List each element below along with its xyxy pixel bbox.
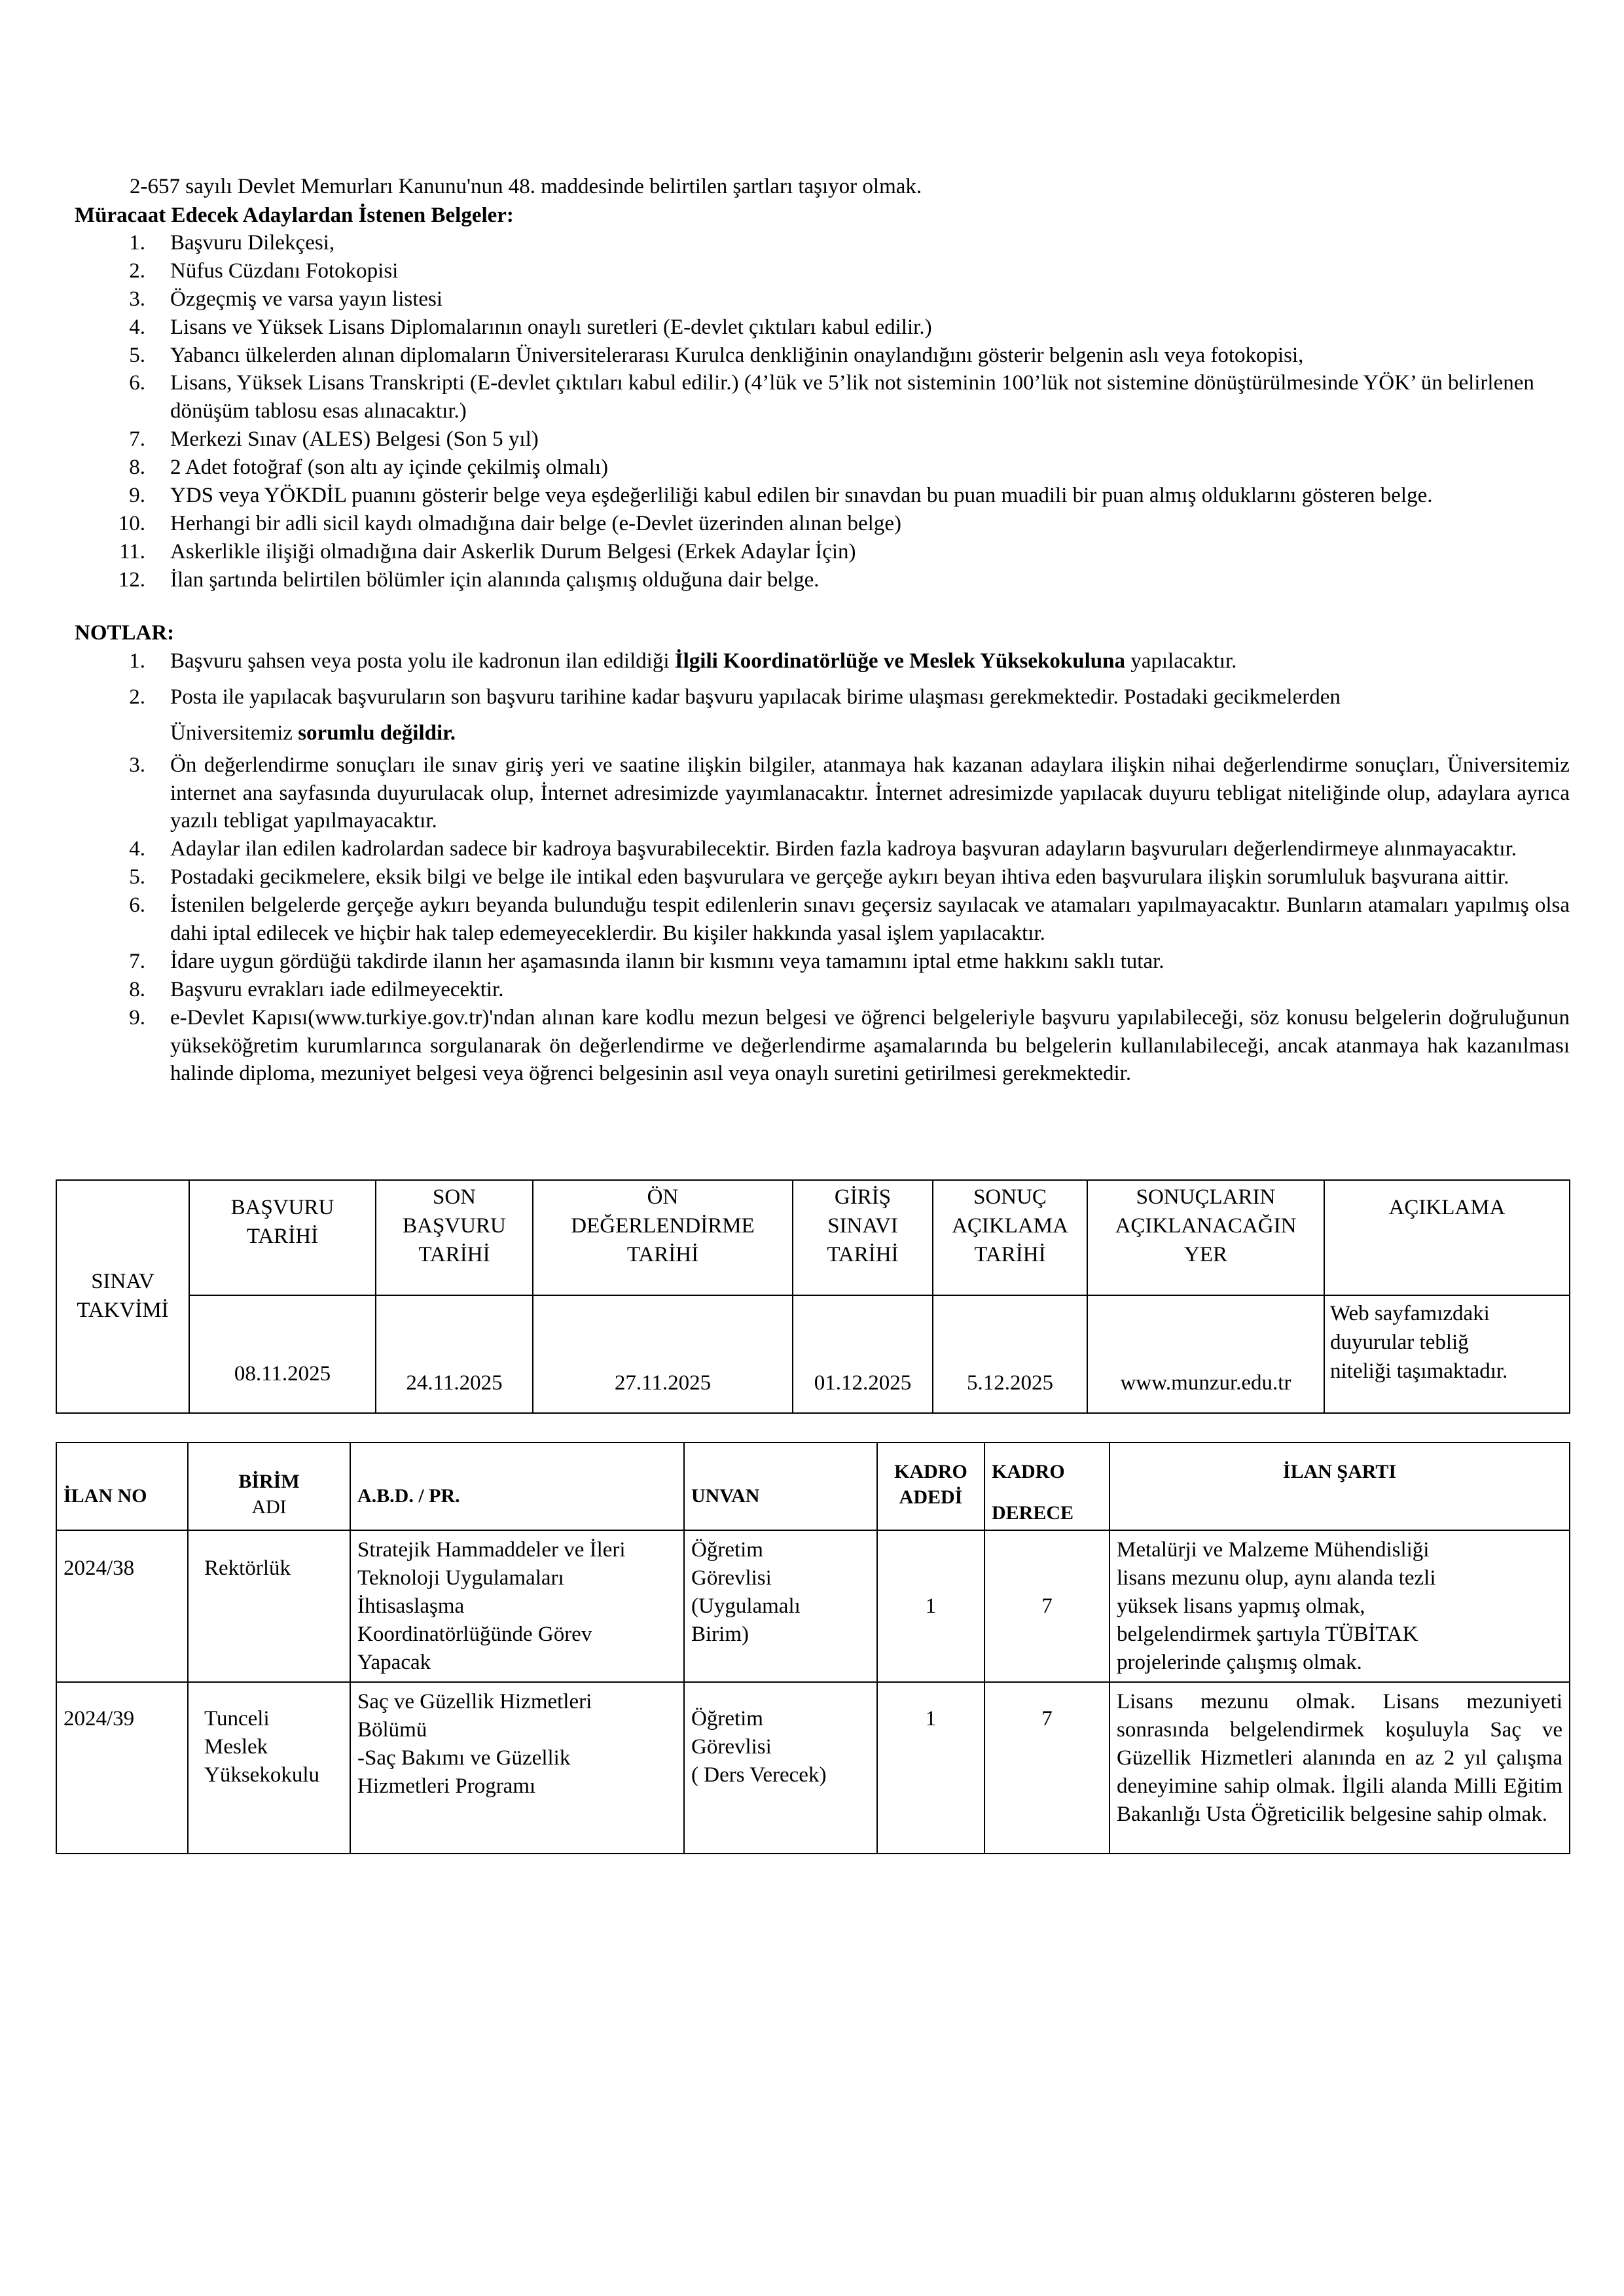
notes-heading: NOTLAR: [75, 621, 175, 645]
note-item: 5. Postadaki gecikmelere, eksik bilgi ve belge ile intikal eden başvurulara ve gerçeğe aykırı beyan ihtiva eden başvurulara ilişkin sorumluluk başvurana aittir. [129, 865, 1509, 889]
sonuc-aciklama-tarihi-value: 5.12.2025 [933, 1295, 1087, 1413]
header-ilan-sarti: İLAN ŞARTI [1110, 1443, 1570, 1530]
list-item: 4. Lisans ve Yüksek Lisans Diplomalarının onaylı suretleri (E-devlet çıktıları kabul edilir.) [129, 315, 932, 339]
intro-line: 2-657 sayılı Devlet Memurları Kanunu'nun 48. maddesinde belirtilen şartları taşıyor olmak. [130, 175, 922, 198]
ilan-table [56, 1442, 1570, 1854]
giris-sinavi-tarihi-value: 01.12.2025 [793, 1295, 933, 1413]
header-aciklama: AÇIKLAMA [1324, 1180, 1570, 1295]
ilan-sarti-cell: Lisans mezunu olmak. Lisans mezuniyeti sonrasında belgelendirmek koşuluyla Saç ve Güzellik Hizmetleri alanında en az 2 yıl çalışma deneyimine sahip olmak. İlgili alanda Milli Eğitim Bakanlığı Usta Öğreticilik belgesine sahip olmak. [1110, 1682, 1570, 1854]
unvan-cell: Öğretim Görevlisi ( Ders Verecek) [684, 1682, 877, 1854]
list-item: 1. Başvuru Dilekçesi, [129, 231, 335, 255]
list-item: 8. 2 Adet fotoğraf (son altı ay içinde çekilmiş olmalı) [129, 456, 608, 480]
header-birim-adi: BİRİM ADI [188, 1443, 350, 1530]
header-abd: A.B.D. / PR. [350, 1443, 684, 1530]
ilan-sarti-cell: Metalürji ve Malzeme Mühendisliği lisans mezunu olup, aynı alanda tezli yüksek lisans yapmış olmak, belgelendirmek şartıyla TÜBİTAK projelerinde çalışmış olmak. [1110, 1530, 1570, 1682]
kadro-derece-cell: 7 [984, 1530, 1110, 1682]
abd-cell: Saç ve Güzellik Hizmetleri Bölümü -Saç Bakımı ve Güzellik Hizmetleri Programı [350, 1682, 684, 1854]
requirements-heading: Müracaat Edecek Adaylardan İstenen Belgeler: [75, 204, 514, 227]
list-item: 9. YDS veya YÖKDİL puanını gösterir belge veya eşdeğerliliği kabul edilen bir sınavdan bu puan muadili bir puan almış olduklarını gösteren belge. [129, 484, 1433, 508]
kadro-derece-cell: 7 [984, 1682, 1110, 1854]
note-item: 1. Başvuru şahsen veya posta yolu ile kadronun ilan edildiği İlgili Koordinatörlüğe ve Meslek Yüksekokuluna yapılacaktır. [129, 649, 1237, 673]
birim-cell: Rektörlük [188, 1530, 350, 1682]
note-item: 8. Başvuru evrakları iade edilmeyecektir. [129, 977, 504, 1001]
list-item: 2. Nüfus Cüzdanı Fotokopisi [129, 259, 399, 283]
header-kadro-adedi: KADRO ADEDİ [877, 1443, 984, 1530]
header-son-basvuru-tarihi: SON BAŞVURU TARİHİ [376, 1180, 533, 1295]
requirements-list [97, 229, 1570, 594]
ilan-no-cell: 2024/38 [56, 1530, 188, 1682]
kadro-adedi-cell: 1 [877, 1682, 984, 1854]
unvan-cell: Öğretim Görevlisi (Uygulamalı Birim) [684, 1530, 877, 1682]
exam-schedule-table [56, 1179, 1570, 1414]
note-item: 9. e-Devlet Kapısı(www.turkiye.gov.tr)'ndan alınan kare kodlu mezun belgesi ve öğrenci belgeleriyle başvuru yapılabileceği, söz konusu belgelerin doğruluğunun yükseköğretim kurumlarınca sorgulanarak ön değerlendirme ve değerlendirme aşamalarında bu belgelerin kullanılabileceği, ancak atanmaya hak kazanılması halinde diploma, mezuniyet belgesi veya öğrenci belgesinin asıl veya onaylı suretini getirilmesi gerekmektedir. [129, 1005, 1570, 1086]
header-kadro-derece: KADRO DERECE [984, 1443, 1110, 1530]
notes-list [97, 647, 1570, 1088]
header-sonuc-aciklama-tarihi: SONUÇ AÇIKLAMA TARİHİ [933, 1180, 1087, 1295]
aciklama-value: Web sayfamızdaki duyurular tebliğ niteliği taşımaktadır. [1324, 1295, 1570, 1413]
table-header-row [56, 1443, 1570, 1530]
note-item: 2. Posta ile yapılacak başvuruların son başvuru tarihine kadar başvuru yapılacak birime ulaşması gerekmektedir. Postadaki gecikmelerden Üniversitemiz sorumlu değildir. [129, 685, 1341, 745]
list-item: 7. Merkezi Sınav (ALES) Belgesi (Son 5 yıl) [129, 427, 539, 452]
header-unvan: UNVAN [684, 1443, 877, 1530]
header-on-degerlendirme-tarihi: ÖN DEĞERLENDİRME TARİHİ [533, 1180, 793, 1295]
kadro-adedi-cell: 1 [877, 1530, 984, 1682]
list-item: 5. Yabancı ülkelerden alınan diplomaların Üniversitelerarası Kurulca denkliğinin onaylandığını gösterir belgenin aslı veya fotokopisi, [129, 343, 1304, 367]
basvuru-tarihi-value: 08.11.2025 [189, 1295, 376, 1413]
table-row [56, 1682, 1570, 1854]
birim-cell: Tunceli Meslek Yüksekokulu [188, 1682, 350, 1854]
list-item: 12. İlan şartında belirtilen bölümler için alanında çalışmış olduğuna dair belge. [118, 567, 820, 592]
header-sonuclarin-aciklanacagi-yer: SONUÇLARIN AÇIKLANACAĞIN YER [1087, 1180, 1324, 1295]
list-item: 10. Herhangi bir adli sicil kaydı olmadığına dair belge (e-Devlet üzerinden alınan belge) [118, 511, 901, 535]
note-item: 6. İstenilen belgelerde gerçeğe aykırı beyanda bulunduğu tespit edilenlerin sınavı geçersiz sayılacak ve atamaları yapılmayacaktır. Bunların atamaları yapılmış olsa dahi iptal edilecek ve hiçbir hak talep edemeyeceklerdir. Bu kişiler hakkında yasal işlem yapılacaktır. [129, 893, 1570, 946]
on-degerlendirme-tarihi-value: 27.11.2025 [533, 1295, 793, 1413]
table-row [56, 1530, 1570, 1682]
list-item: 6. Lisans, Yüksek Lisans Transkripti (E-devlet çıktıları kabul edilir.) (4’lük ve 5’lik not sisteminin 100’lük not sistemine dönüştürülmesinde YÖK’ ün belirlenen dönüşüm tablosu esas alınacaktır.) [129, 371, 1534, 423]
son-basvuru-tarihi-value: 24.11.2025 [376, 1295, 533, 1413]
note-item: 3. Ön değerlendirme sonuçları ile sınav giriş yeri ve saatine ilişkin bilgiler, atanmaya hak kazanan adaylara ilişkin nihai değerlendirme sonuçları, Üniversitemiz internet ana sayfasında duyurulacak olup, İnternet adresimizde yayımlanacaktır. İnternet adresimizde yapılacak duyuru tebligat niteliğinde olup, adaylara ayrıca yazılı tebligat yapılmayacaktır. [129, 753, 1570, 833]
header-ilan-no: İLAN NO [56, 1443, 188, 1530]
abd-cell: Stratejik Hammaddeler ve İleri Teknoloji Uygulamaları İhtisaslaşma Koordinatörlüğünde Görev Yapacak [350, 1530, 684, 1682]
ilan-no-cell: 2024/39 [56, 1682, 188, 1854]
note-item: 7. İdare uygun gördüğü takdirde ilanın her aşamasında ilanın bir kısmını veya tamamını iptal etme hakkını saklı tutar. [129, 949, 1164, 973]
note-item: 4. Adaylar ilan edilen kadrolardan sadece bir kadroya başvurabilecektir. Birden fazla kadroya başvuran adayların başvuruları değerlendirmeye alınmayacaktır. [129, 837, 1517, 861]
list-item: 3. Özgeçmiş ve varsa yayın listesi [129, 287, 443, 311]
sonuc-yeri-value: www.munzur.edu.tr [1087, 1295, 1324, 1413]
header-basvuru-tarihi: BAŞVURU TARİHİ [189, 1180, 376, 1295]
list-item: 11. Askerlikle ilişiği olmadığına dair Askerlik Durum Belgesi (Erkek Adaylar İçin) [118, 539, 856, 564]
schedule-label: SINAV TAKVİMİ [56, 1180, 189, 1413]
header-giris-sinavi-tarihi: GİRİŞ SINAVI TARİHİ [793, 1180, 933, 1295]
